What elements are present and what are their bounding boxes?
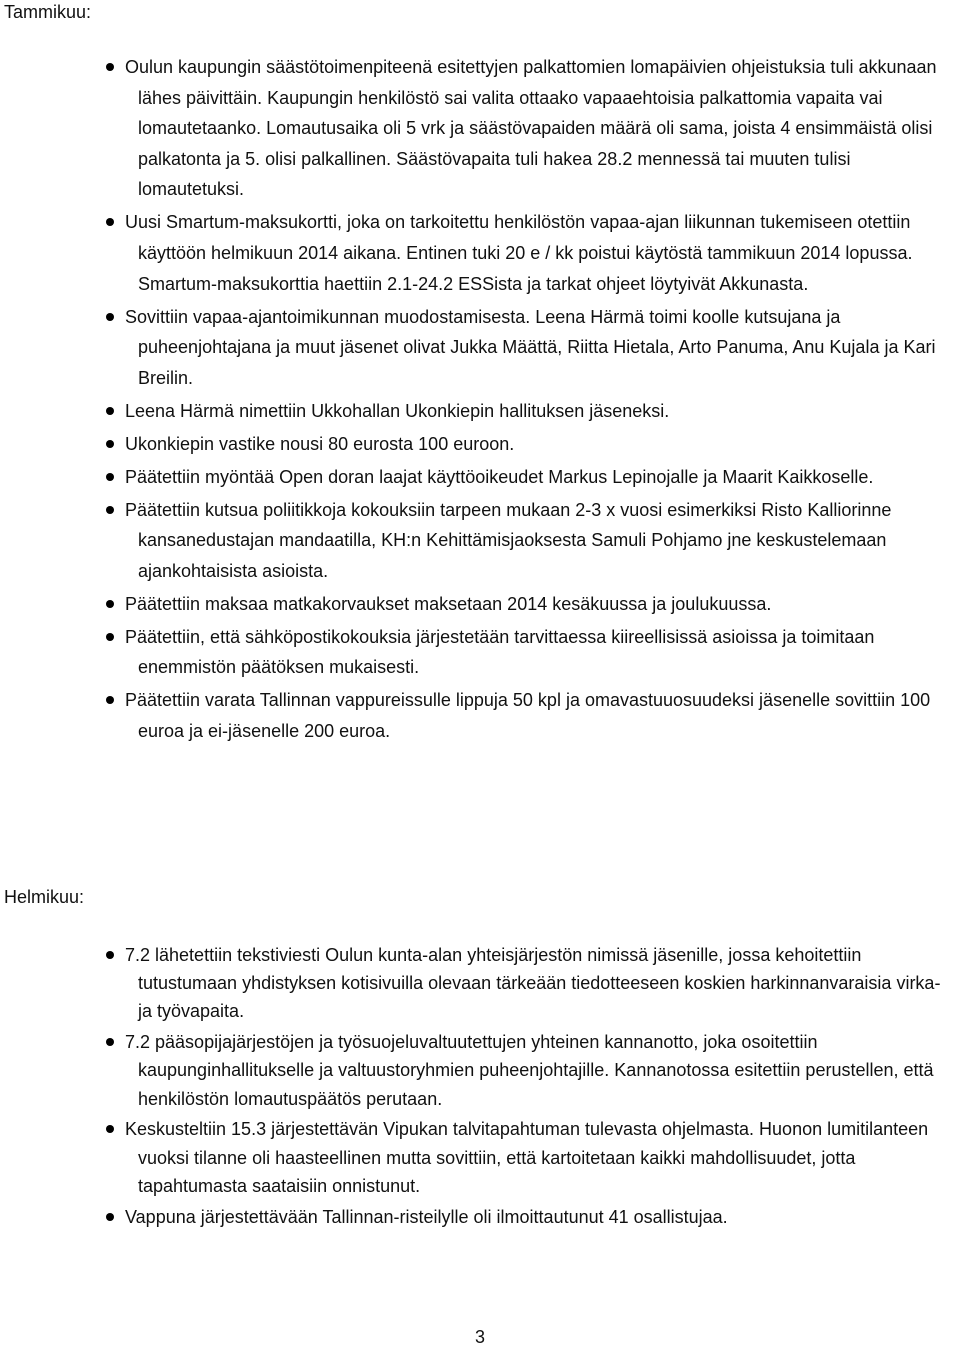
bullet-icon xyxy=(106,63,114,71)
bullet-icon xyxy=(106,633,114,641)
bullet-icon xyxy=(106,440,114,448)
list-item xyxy=(0,429,956,460)
section-heading-tammikuu: Tammikuu: xyxy=(4,2,92,22)
list-item-text: 7.2 pääsopijajärjestöjen ja työsuojeluvaltuutettujen yhteinen kannanotto, joka osoitettiin kaupunginhallitukselle ja valtuustoryhmien puheenjohtajille. Kannanotossa esitettiin perustellen, että henkilöstön lomautuspäätös perutaan. xyxy=(125,1032,934,1109)
list-item xyxy=(0,685,956,746)
bullet-icon xyxy=(106,600,114,608)
list-item xyxy=(0,622,956,683)
list-item xyxy=(0,1203,956,1231)
section-heading-helmikuu: Helmikuu: xyxy=(4,887,85,907)
bullet-icon xyxy=(106,1038,114,1046)
bullet-icon xyxy=(106,313,114,321)
bullet-list-helmikuu xyxy=(0,941,956,1233)
bullet-icon xyxy=(106,407,114,415)
list-item xyxy=(0,1115,956,1200)
bullet-icon xyxy=(106,1125,114,1133)
bullet-icon xyxy=(106,218,114,226)
list-item-text: Leena Härmä nimettiin Ukkohallan Ukonkiepin hallituksen jäseneksi. xyxy=(125,400,670,421)
bullet-list-tammikuu xyxy=(0,52,956,749)
list-item-text: Päätettiin, että sähköpostikokouksia järjestetään tarvittaessa kiireellisissä asioissa ja toimitaan enemmistön päätöksen mukaisesti. xyxy=(125,626,875,678)
list-item xyxy=(0,462,956,493)
list-item-text: Päätettiin varata Tallinnan vappureissulle lippuja 50 kpl ja omavastuuosuudeksi jäsenelle sovittiin 100 euroa ja ei-jäsenelle 200 euroa. xyxy=(125,690,931,741)
list-item-text: Keskusteltiin 15.3 järjestettävän Vipukan talvitapahtuman tulevasta ohjelmasta. Huonon lumitilanteen vuoksi tilanne oli haasteellinen mutta sovittiin, että kartoitetaan kaikki mahdollisuudet, jotta tapahtumasta saataisiin onnistunut. xyxy=(125,1119,929,1196)
list-item xyxy=(0,52,956,205)
list-item-text: Ukonkiepin vastike nousi 80 eurosta 100 euroon. xyxy=(125,433,515,454)
list-item-text: Uusi Smartum-maksukortti, joka on tarkoitettu henkilöstön vapaa-ajan liikunnan tukemiseen otettiin käyttöön helmikuun 2014 aikana. Entinen tuki 20 e / kk poistui käytöstä tammikuun 2014 lopussa. Smartum-maksukorttia haettiin 2.1-24.2 ESSista ja tarkat ohjeet löytyivät Akkunasta. xyxy=(125,212,913,294)
list-item-text: Sovittiin vapaa-ajantoimikunnan muodostamisesta. Leena Härmä toimi koolle kutsujana ja puheenjohtajana ja muut jäsenet olivat Jukka Määttä, Riitta Hietala, Arto Panuma, Anu Kujala ja Kari Breilin. xyxy=(125,306,936,388)
list-item xyxy=(0,207,956,299)
page-number: 3 xyxy=(474,1327,485,1347)
list-item-text: Päätettiin kutsua poliitikkoja kokouksiin tarpeen mukaan 2-3 x vuosi esimerkiksi Risto Kalliorinne kansanedustajan mandaatilla, KH:n Kehittämisjaoksesta Samuli Pohjamo jne keskustelemaan ajankohtaisista asioista. xyxy=(125,499,892,581)
list-item xyxy=(0,396,956,427)
list-item-text: Päätettiin maksaa matkakorvaukset maksetaan 2014 kesäkuussa ja joulukuussa. xyxy=(125,593,772,614)
list-item xyxy=(0,941,956,1026)
bullet-icon xyxy=(106,1213,114,1221)
bullet-icon xyxy=(106,696,114,704)
list-item-text: Vappuna järjestettävään Tallinnan-risteilylle oli ilmoittautunut 41 osallistujaa. xyxy=(125,1206,728,1227)
bullet-icon xyxy=(106,506,114,514)
list-item-text: Oulun kaupungin säästötoimenpiteenä esitettyjen palkattomien lomapäivien ohjeistuksia tuli akkunaan lähes päivittäin. Kaupungin henkilöstö sai valita ottaako vapaaehtoisia palkattomia vapaita vai lomautetaanko. Lomautusaika oli 5 vrk ja säästövapaiden määrä oli sama, joista 4 ensimmäistä olisi palkatonta ja 5. olisi palkallinen. Säästövapaita tuli hakea 28.2 mennessä tai muuten tulisi lomautetuksi. xyxy=(125,57,937,200)
bullet-icon xyxy=(106,473,114,481)
list-item-text: 7.2 lähetettiin tekstiviesti Oulun kunta-alan yhteisjärjestön nimissä jäsenille, jossa kehoitettiin tutustumaan yhdistyksen kotisivuilla olevaan tärkeään tiedotteeseen koskien harkinnanvaraisia virka- ja työvapaita. xyxy=(125,945,941,1022)
list-item xyxy=(0,495,956,587)
bullet-icon xyxy=(106,951,114,959)
list-item xyxy=(0,1028,956,1113)
list-item xyxy=(0,302,956,394)
list-item xyxy=(0,589,956,620)
list-item-text: Päätettiin myöntää Open doran laajat käyttöoikeudet Markus Lepinojalle ja Maarit Kaikkoselle. xyxy=(125,466,874,487)
